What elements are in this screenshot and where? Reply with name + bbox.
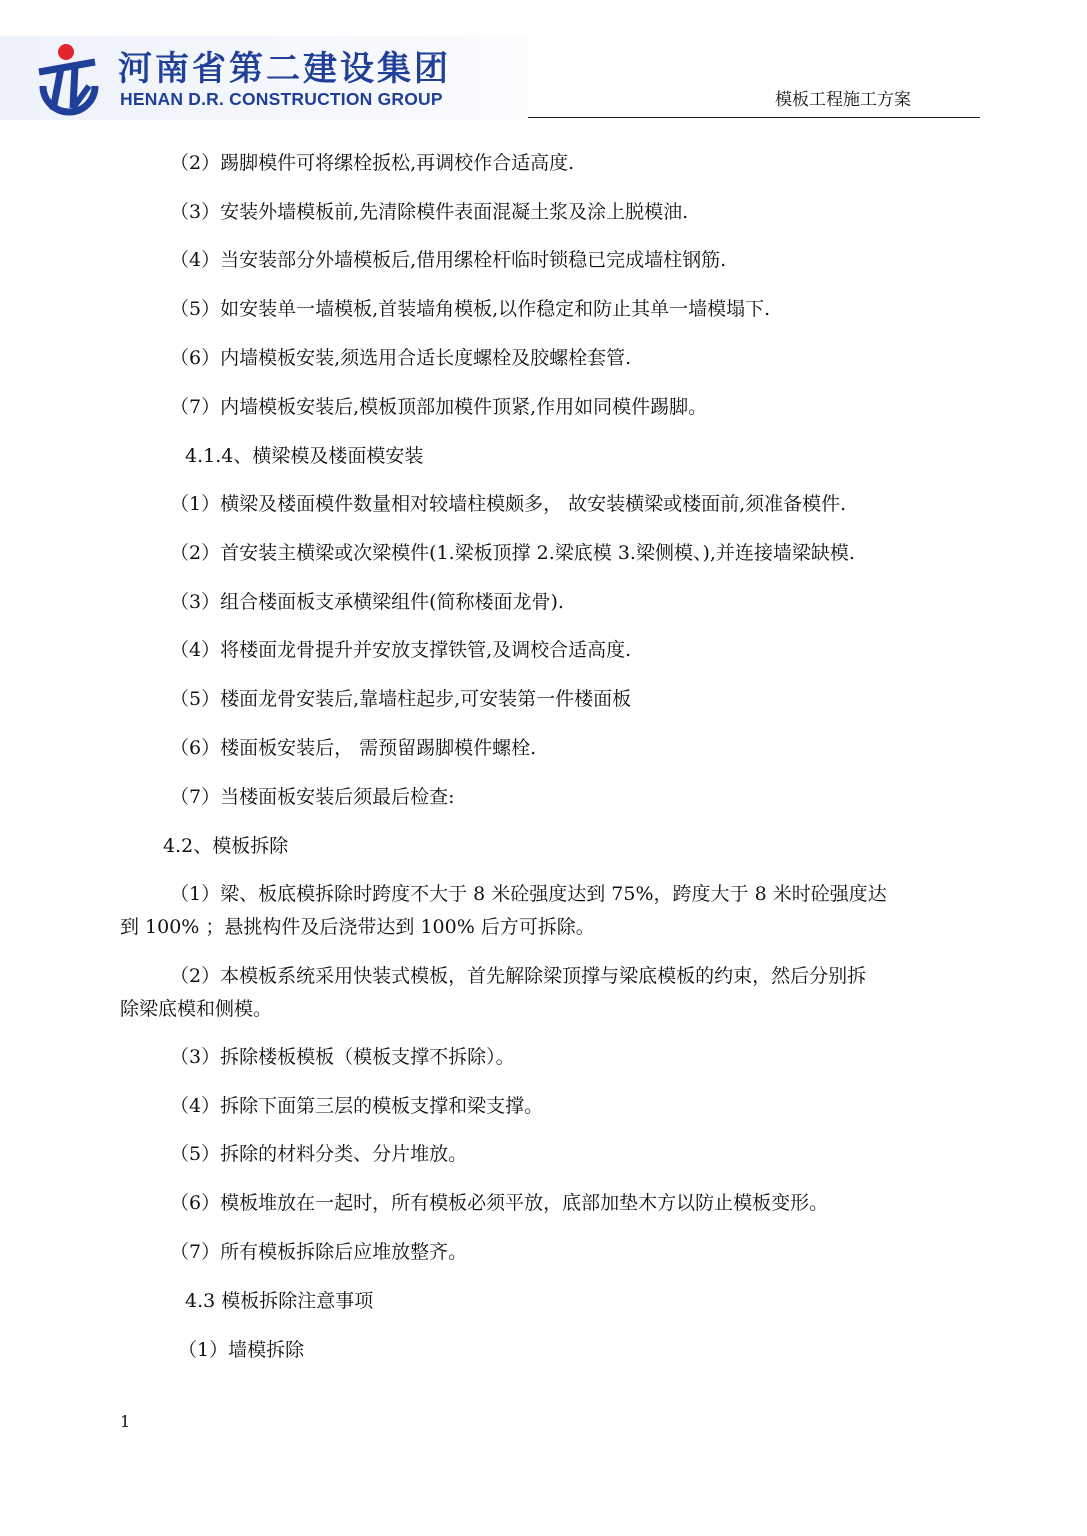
section-heading: 4.3 模板拆除注意事项 bbox=[185, 1290, 374, 1312]
body-line: （7）内墙模板安装后,模板顶部加模件顶紧,作用如同模件踢脚。 bbox=[170, 396, 708, 418]
body-line: （4）拆除下面第三层的模板支撑和梁支撑。 bbox=[170, 1095, 544, 1117]
body-line: （5）楼面龙骨安装后,靠墙柱起步,可安装第一件楼面板 bbox=[170, 688, 632, 710]
body-line: （1）横梁及楼面模件数量相对较墙柱模颇多， 故安装横梁或楼面前,须准备模件. bbox=[170, 493, 847, 515]
body-line: （4）将楼面龙骨提升并安放支撑铁管,及调校合适高度. bbox=[170, 639, 632, 661]
body-line: （7）所有模板拆除后应堆放整齐。 bbox=[170, 1241, 468, 1263]
body-line: （2）本模板系统采用快装式模板，首先解除梁顶撑与梁底模板的约束，然后分别拆 bbox=[170, 965, 867, 987]
body-line: （3）安装外墙模板前,先清除模件表面混凝土浆及涂上脱模油. bbox=[170, 201, 689, 223]
body-line: （5）如安装单一墙模板,首装墙角模板,以作稳定和防止其单一墙模塌下. bbox=[170, 298, 771, 320]
body-line: （3）拆除楼板模板（模板支撑不拆除）。 bbox=[170, 1046, 515, 1068]
header-rule bbox=[528, 117, 980, 118]
body-line: （6）楼面板安装后， 需预留踢脚模件螺栓. bbox=[170, 737, 537, 759]
section-heading: 4.2、模板拆除 bbox=[163, 835, 289, 857]
company-logo-icon bbox=[33, 42, 105, 118]
body-line: 到 100% ；悬挑构件及后浇带达到 100% 后方可拆除。 bbox=[120, 916, 595, 938]
body-line: （5）拆除的材料分类、分片堆放。 bbox=[170, 1143, 468, 1165]
company-name-cn: 河南省第二建设集团 bbox=[118, 49, 451, 89]
body-line: （4）当安装部分外墙模板后,借用缧栓杆临时锁稳已完成墙柱钢筋. bbox=[170, 249, 727, 271]
company-name-en: HENAN D.R. CONSTRUCTION GROUP bbox=[120, 89, 443, 109]
document-title: 模板工程施工方案 bbox=[775, 90, 911, 110]
body-line: （2）踢脚模件可将缧栓扳松,再调校作合适高度. bbox=[170, 152, 575, 174]
body-line: （1）墙模拆除 bbox=[178, 1339, 305, 1361]
body-line: （1）梁、板底模拆除时跨度不大于 8 米砼强度达到 75%，跨度大于 8 米时砼强度达 bbox=[170, 883, 887, 905]
section-heading: 4.1.4、横梁模及楼面模安装 bbox=[185, 445, 424, 467]
body-line: （6）模板堆放在一起时，所有模板必须平放，底部加垫木方以防止模板变形。 bbox=[170, 1192, 829, 1214]
body-line: （7）当楼面板安装后须最后检查: bbox=[170, 786, 455, 808]
body-line: （3）组合楼面板支承横梁组件(简称楼面龙骨). bbox=[170, 591, 564, 613]
page-number: 1 bbox=[120, 1412, 131, 1431]
body-line: （2）首安装主横梁或次梁模件(1.梁板顶撑 2.梁底模 3.梁侧模、),并连接墙梁缺模. bbox=[170, 542, 855, 564]
body-line: 除梁底模和侧模。 bbox=[120, 998, 273, 1020]
body-line: （6）内墙模板安装,须选用合适长度螺栓及胶螺栓套管. bbox=[170, 347, 632, 369]
